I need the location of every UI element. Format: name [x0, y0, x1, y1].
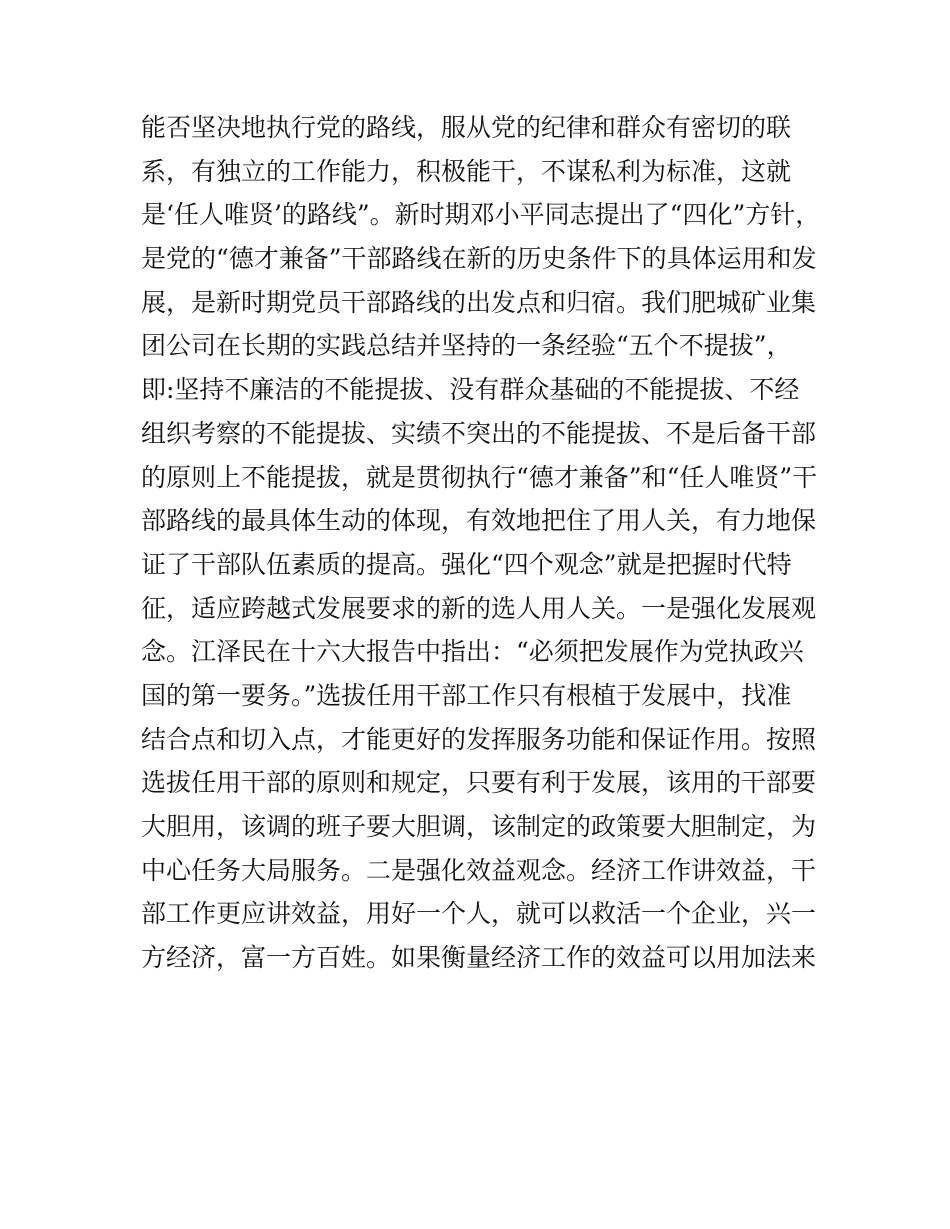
- text-line: 方经济，富一方百姓。如果衡量经济工作的效益可以用加法来: [141, 943, 817, 973]
- text-line: 念。江泽民在十六大报告中指出：“必须把发展作为党执政兴: [141, 637, 804, 667]
- text-line: 是党的“德才兼备”干部路线在新的历史条件下的具体运用和发: [141, 244, 817, 274]
- text-line: 征，适应跨越式发展要求的新的选人用人关。一是强化发展观: [141, 593, 817, 623]
- text-line: 即:坚持不廉洁的不能提拔、没有群众基础的不能提拔、不经: [141, 375, 800, 405]
- text-line: 结合点和切入点，才能更好的发挥服务功能和保证作用。按照: [141, 724, 817, 754]
- text-line: 系，有独立的工作能力，积极能干，不谋私利为标准，这就: [141, 156, 792, 186]
- text-line: 选拔任用干部的原则和规定，只要有利于发展，该用的干部要: [141, 768, 817, 798]
- text-line: 组织考察的不能提拔、实绩不突出的不能提拔、不是后备干部: [141, 418, 817, 448]
- text-line: 中心任务大局服务。二是强化效益观念。经济工作讲效益，干: [141, 855, 817, 885]
- text-line: 证了干部队伍素质的提高。强化“四个观念”就是把握时代特: [141, 549, 792, 579]
- text-line: 国的第一要务。”选拔任用干部工作只有根植于发展中，找准: [141, 680, 792, 710]
- text-line: 展，是新时期党员干部路线的出发点和归宿。我们肥城矿业集: [141, 287, 817, 317]
- text-line: 大胆用，该调的班子要大胆调，该制定的政策要大胆制定，为: [141, 812, 817, 841]
- body-text: [141, 106, 821, 980]
- text-line: 部工作更应讲效益，用好一个人，就可以救活一个企业，兴一: [141, 899, 817, 929]
- text-line: 的原则上不能提拔，就是贯彻执行“德才兼备”和“任人唯贤”干: [141, 462, 818, 492]
- text-line: 是‘任人唯贤’的路线”。新时期邓小平同志提出了“四化”方针，: [141, 200, 821, 230]
- text-line: 团公司在长期的实践总结并坚持的一条经验“五个不提拔”，: [141, 331, 792, 361]
- text-line: 部路线的最具体生动的体现，有效地把住了用人关，有力地保: [141, 506, 817, 536]
- text-line: 能否坚决地执行党的路线，服从党的纪律和群众有密切的联: [141, 113, 792, 142]
